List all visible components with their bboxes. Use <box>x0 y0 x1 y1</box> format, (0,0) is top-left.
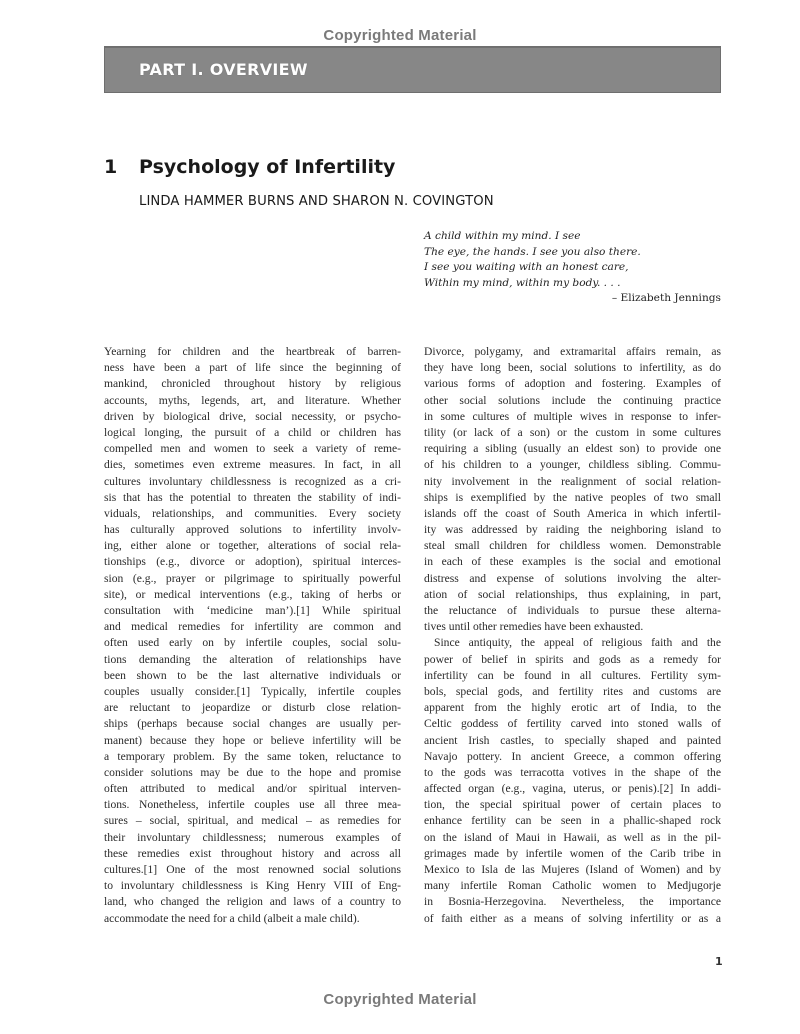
text-line: ancient Irish castles, to specially shaped and painted <box>424 733 721 747</box>
text-line: tion, the special spiritual power of certain places to <box>424 798 721 812</box>
text-line: site), or medical interventions (e.g., taking of herbs or <box>104 587 401 601</box>
text-line: ships (perhaps because social changes are usually per- <box>104 717 401 731</box>
text-line: compelled men and women to seek a variety of reme- <box>104 442 401 456</box>
text-line: apparent from the highly erotic art of India, to the <box>424 701 721 715</box>
text-line: and medical remedies for infertility are common and <box>104 620 401 634</box>
text-line: in each of these examples is the social and emotional <box>424 555 721 569</box>
text-line: Mexico to Isla de las Mujeres (Island of Women) and by <box>424 863 721 876</box>
text-line: to the gods was terracotta votives in the shape of the <box>424 765 721 779</box>
text-line: requiring a sibling (usually an eldest son) to provide one <box>424 442 721 456</box>
text-line: often attributed to medical and/or spiritual interven- <box>104 782 401 796</box>
text-line: in Bosnia-Herzegovina. Nevertheless, the importance <box>424 895 721 909</box>
text-line: driven by biological drive, social necessity, or psycho- <box>104 409 401 423</box>
text-line: other social solutions include the continuing practice <box>424 393 721 407</box>
text-line: on the island of Maui in Hawaii, as well as in the pil- <box>424 830 721 844</box>
text-line: tility (or lack of a son) or the custom in some cultures <box>424 425 721 439</box>
chapter-title: Psychology of Infertility <box>139 156 396 178</box>
text-line: ships is exemplified by the native peoples of two small <box>424 490 721 504</box>
text-line: ity was addressed by raiding the neighboring island to <box>424 523 721 537</box>
text-line: often used early on by infertile couples, social solu- <box>104 636 401 650</box>
text-line: tives until other remedies have been exhausted. <box>424 620 644 634</box>
text-line: sures – social, spiritual, and medical – as remedies for <box>104 814 401 828</box>
page-number: 1 <box>715 955 723 968</box>
text-line: enhance fertility can be seen in a phallic-shaped rock <box>424 814 721 828</box>
text-line: islands off the coast of South America in which infertil- <box>424 506 721 520</box>
text-line: ness have been a part of life since the beginning of <box>104 361 401 375</box>
text-line: accommodate the need for a child (albeit a male child). <box>104 911 360 925</box>
text-line: are reluctant to jeopardize or disturb close relation- <box>104 701 401 715</box>
text-line: of faith either as a means of solving infertility or as a <box>424 911 721 925</box>
text-line: they have long been, social solutions to infertility, as do <box>424 361 721 375</box>
text-line: many infertile Roman Catholic women to Medjugorje <box>424 879 721 893</box>
text-line: consider solutions may be due to the hope and promise <box>104 765 401 779</box>
text-line: tions. Nonetheless, infertile couples use all three mea- <box>104 798 401 812</box>
copyright-watermark-bottom: Copyrighted Material <box>323 991 477 1008</box>
text-line: Navajo pottery. In ancient Greece, a common offering <box>424 749 721 763</box>
text-line: these remedies exist throughout history and across all <box>104 846 401 860</box>
text-line: Yearning for children and the heartbreak of barren- <box>104 345 401 358</box>
epigraph-line: The eye, the hands. I see you also there. <box>424 245 641 258</box>
text-line: the reluctance of individuals to pursue these alterna- <box>424 604 721 617</box>
epigraph-line: I see you waiting with an honest care, <box>424 261 629 274</box>
text-line: grimages made by infertile women of the Carib tribe in <box>424 846 721 860</box>
text-line: steal small children for childless women. Demonstrable <box>424 539 721 553</box>
text-line: power of belief in spirits and gods as a remedy for <box>424 652 721 666</box>
text-line: Since antiquity, the appeal of religious faith and the <box>434 636 721 650</box>
chapter-number: 1 <box>104 156 118 178</box>
text-line: land, who changed the religion and laws of a country to <box>104 895 401 909</box>
chapter-authors: LINDA HAMMER BURNS AND SHARON N. COVINGTON <box>139 194 494 209</box>
text-line: dies, sometimes even extreme measures. In fact, in all <box>104 458 401 472</box>
part-title: PART I. OVERVIEW <box>139 60 308 79</box>
body-column-left <box>104 344 401 927</box>
chapter-heading <box>104 156 395 178</box>
text-line: consultation with ‘medicine man’).[1] While spiritual <box>104 604 401 617</box>
text-line: Celtic goddess of fertility carved into stoned walls of <box>424 717 721 731</box>
text-line: their involuntary childlessness; numerous examples of <box>104 830 401 844</box>
part-banner <box>104 46 721 93</box>
text-line: has culturally approved solutions to infertility involv- <box>104 523 401 537</box>
text-line: in some cultures of multiple wives in response to infer- <box>424 409 721 423</box>
text-line: affected organ (e.g., vagina, uterus, or penis).[2] In addi- <box>424 782 721 796</box>
text-line: to involuntary childlessness is King Henry VIII of Eng- <box>104 879 401 893</box>
text-line: ation of social relationships, thus explaining, in part, <box>424 587 721 601</box>
text-line: accounts, myths, legends, art, and literature. Whether <box>104 393 401 407</box>
copyright-watermark-top: Copyrighted Material <box>323 27 477 44</box>
epigraph <box>424 229 721 307</box>
text-line: nity involvement in the realignment of social relation- <box>424 474 721 488</box>
text-line: cultures.[1] One of the most renowned social solutions <box>104 863 401 876</box>
text-line: tionships (e.g., divorce or adoption), spiritual interces- <box>104 555 401 569</box>
text-line: cultures involuntary childlessness is recognized as a cri- <box>104 474 401 488</box>
text-line: mankind, chronicled throughout history by religious <box>104 377 401 391</box>
text-line: sion (e.g., prayer or pilgrimage to spiritually powerful <box>104 571 401 585</box>
text-line: Divorce, polygamy, and extramarital affairs remain, as <box>424 345 721 358</box>
text-line: sis that has the potential to threaten the stability of indi- <box>104 490 401 504</box>
text-line: distress and expense of solutions involving the alter- <box>424 571 721 585</box>
text-line: of his children to a younger, childless sibling. Commu- <box>424 458 721 472</box>
text-line: couples usually consider.[1] Typically, infertile couples <box>104 684 401 698</box>
text-line: a temporary problem. By the same token, reluctance to <box>104 749 401 763</box>
body-column-right <box>424 344 721 927</box>
text-line: various forms of adoption and fostering. Examples of <box>424 377 721 391</box>
epigraph-line: Within my mind, within my body. . . . <box>424 276 621 289</box>
epigraph-line: A child within my mind. I see <box>424 230 581 242</box>
epigraph-attribution: – Elizabeth Jennings <box>611 292 721 305</box>
text-line: logical longing, the pursuit of a child or children has <box>104 425 401 439</box>
text-line: been shown to be the last alternative individuals or <box>104 668 401 682</box>
text-line: bols, special gods, and fertility rites and customs are <box>424 684 721 698</box>
text-line: ing, either alone or together, alterations of social rela- <box>104 539 401 553</box>
text-line: tions demanding the alteration of relationships have <box>104 652 401 666</box>
text-line: infertility can be found in all cultures. Fertility sym- <box>424 668 721 682</box>
text-line: viduals, relationships, and communities. Every society <box>104 506 401 520</box>
text-line: manent) because they hope or believe infertility will be <box>104 733 401 747</box>
